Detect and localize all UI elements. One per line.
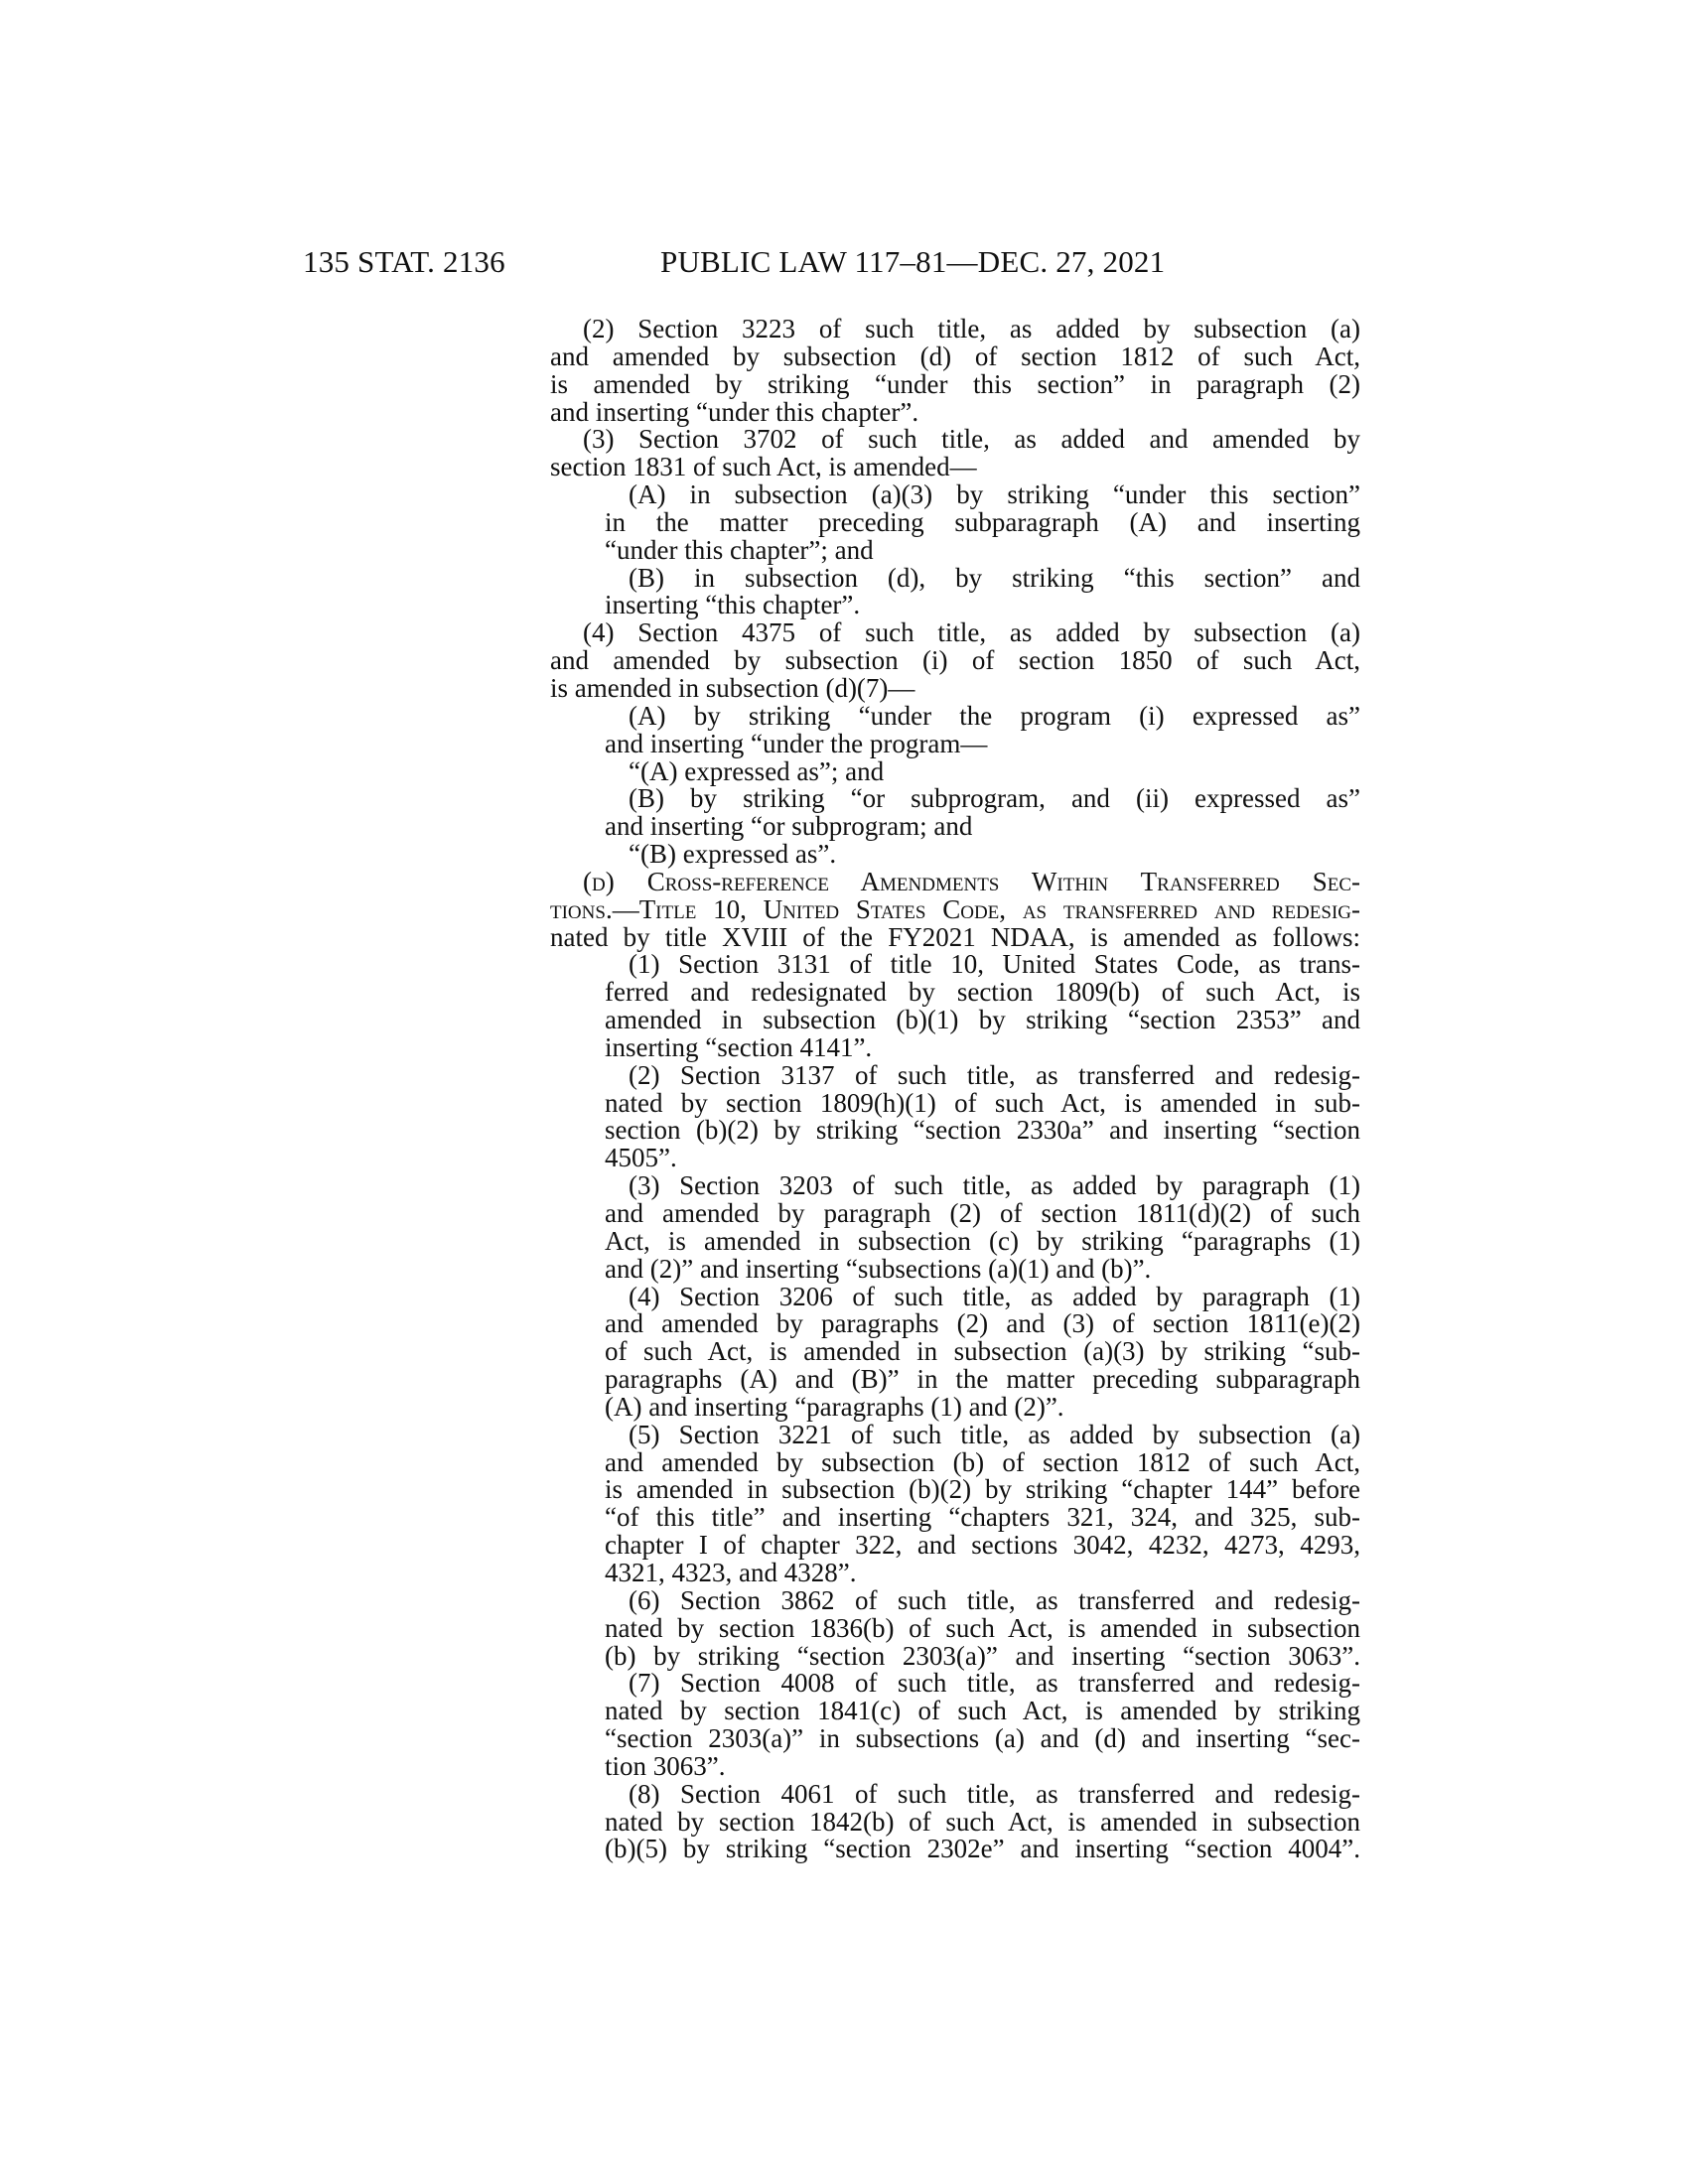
text-line: is amended in subsection (d)(7)— <box>550 672 915 703</box>
text-line: (4) Section 3206 of such title, as added by paragraph (1) <box>629 1281 1360 1311</box>
text-line: (6) Section 3862 of such title, as transferred and redesig- <box>629 1584 1360 1615</box>
text-line: and amended by subsection (i) of section 1850 of such Act, <box>550 645 1360 676</box>
text-line: amended in subsection (b)(1) by striking “section 2353” and <box>605 1005 1360 1035</box>
text-line: and inserting “or subprogram; and <box>605 811 973 842</box>
text-line: tion 3063”. <box>605 1750 726 1781</box>
text-line: nated by section 1842(b) of such Act, is amended in subsection <box>605 1806 1360 1837</box>
text-line: (3) Section 3702 of such title, as added and amended by <box>583 424 1360 455</box>
text-line: (4) Section 4375 of such title, as added by subsection (a) <box>583 617 1360 648</box>
text-line: in the matter preceding subparagraph (A) and inserting <box>605 506 1360 537</box>
text-line: (A) in subsection (a)(3) by striking “under this section” <box>629 479 1360 510</box>
text-line: is amended by striking “under this section” in paragraph (2) <box>550 368 1360 399</box>
text-line: paragraphs (A) and (B)” in the matter preceding subparagraph <box>605 1364 1360 1395</box>
text-line: ferred and redesignated by section 1809(b) of such Act, is <box>605 977 1360 1008</box>
text-line: section 1831 of such Act, is amended— <box>550 452 977 482</box>
text-line: inserting “this chapter”. <box>605 590 861 620</box>
text-line: inserting “section 4141”. <box>605 1031 873 1062</box>
text-line: and amended by paragraphs (2) and (3) of section 1811(e)(2) <box>605 1308 1360 1339</box>
text-line: (b) by striking “section 2303(a)” and inserting “section 3063”. <box>605 1640 1360 1671</box>
text-line: section (b)(2) by striking “section 2330a” and inserting “section <box>605 1115 1360 1146</box>
text-line: and inserting “under this chapter”. <box>550 396 919 427</box>
text-line: “section 2303(a)” in subsections (a) and (d) and inserting “sec- <box>605 1723 1360 1754</box>
text-line: 4321, 4323, and 4328”. <box>605 1557 857 1587</box>
text-line: “under this chapter”; and <box>605 534 874 565</box>
text-line: nated by section 1809(h)(1) of such Act, is amended in sub- <box>605 1087 1360 1118</box>
text-line: (A) by striking “under the program (i) expressed as” <box>629 700 1360 731</box>
text-line: (B) by striking “or subprogram, and (ii) expressed as” <box>629 783 1360 814</box>
text-line: of such Act, is amended in subsection (a)(3) by striking “sub- <box>605 1336 1360 1367</box>
text-line: (8) Section 4061 of such title, as transferred and redesig- <box>629 1778 1360 1809</box>
page-stat-citation: 135 STAT. 2136 <box>303 244 505 279</box>
text-line: and (2)” and inserting “subsections (a)(1) and (b)”. <box>605 1253 1152 1284</box>
text-line: (3) Section 3203 of such title, as added by paragraph (1) <box>629 1170 1360 1201</box>
text-line: (2) Section 3137 of such title, as transferred and redesig- <box>629 1059 1360 1090</box>
text-line: (2) Section 3223 of such title, as added by subsection (a) <box>583 314 1360 343</box>
running-head-title: PUBLIC LAW 117–81—DEC. 27, 2021 <box>660 244 1166 279</box>
text-line: (b)(5) by striking “section 2302e” and inserting “section 4004”. <box>605 1834 1360 1864</box>
text-line: nated by title XVIII of the FY2021 NDAA, is amended as follows: <box>550 921 1360 952</box>
text-line: “(A) expressed as”; and <box>629 755 885 786</box>
text-line: nated by section 1841(c) of such Act, is amended by striking <box>605 1696 1360 1726</box>
text-line: (d) Cross-reference Amendments Within Transferred Sec- <box>583 866 1360 896</box>
text-line: tions.—Title 10, United States Code, as transferred and redesig- <box>550 893 1360 924</box>
text-line: (1) Section 3131 of title 10, United States Code, as trans- <box>629 949 1360 980</box>
text-line: 4505”. <box>605 1143 677 1173</box>
text-line: and amended by subsection (b) of section 1812 of such Act, <box>605 1446 1360 1477</box>
text-line: and inserting “under the program— <box>605 728 988 758</box>
text-line: chapter I of chapter 322, and sections 3042, 4232, 4273, 4293, <box>605 1530 1360 1561</box>
text-line: “(B) expressed as”. <box>629 839 837 870</box>
text-line: (5) Section 3221 of such title, as added by subsection (a) <box>629 1419 1360 1449</box>
text-line: Act, is amended in subsection (c) by striking “paragraphs (1) <box>605 1225 1360 1256</box>
text-line: and amended by paragraph (2) of section 1811(d)(2) of such <box>605 1198 1360 1228</box>
text-line: (A) and inserting “paragraphs (1) and (2)”. <box>605 1391 1064 1422</box>
text-line: “of this title” and inserting “chapters 321, 324, and 325, sub- <box>605 1502 1360 1533</box>
text-line: is amended in subsection (b)(2) by striking “chapter 144” before <box>605 1474 1360 1505</box>
text-line: (B) in subsection (d), by striking “this section” and <box>629 562 1360 593</box>
text-line: and amended by subsection (d) of section 1812 of such Act, <box>550 341 1360 371</box>
statute-body <box>550 316 1360 1863</box>
text-line: (7) Section 4008 of such title, as transferred and redesig- <box>629 1668 1360 1699</box>
text-line: nated by section 1836(b) of such Act, is amended in subsection <box>605 1612 1360 1643</box>
